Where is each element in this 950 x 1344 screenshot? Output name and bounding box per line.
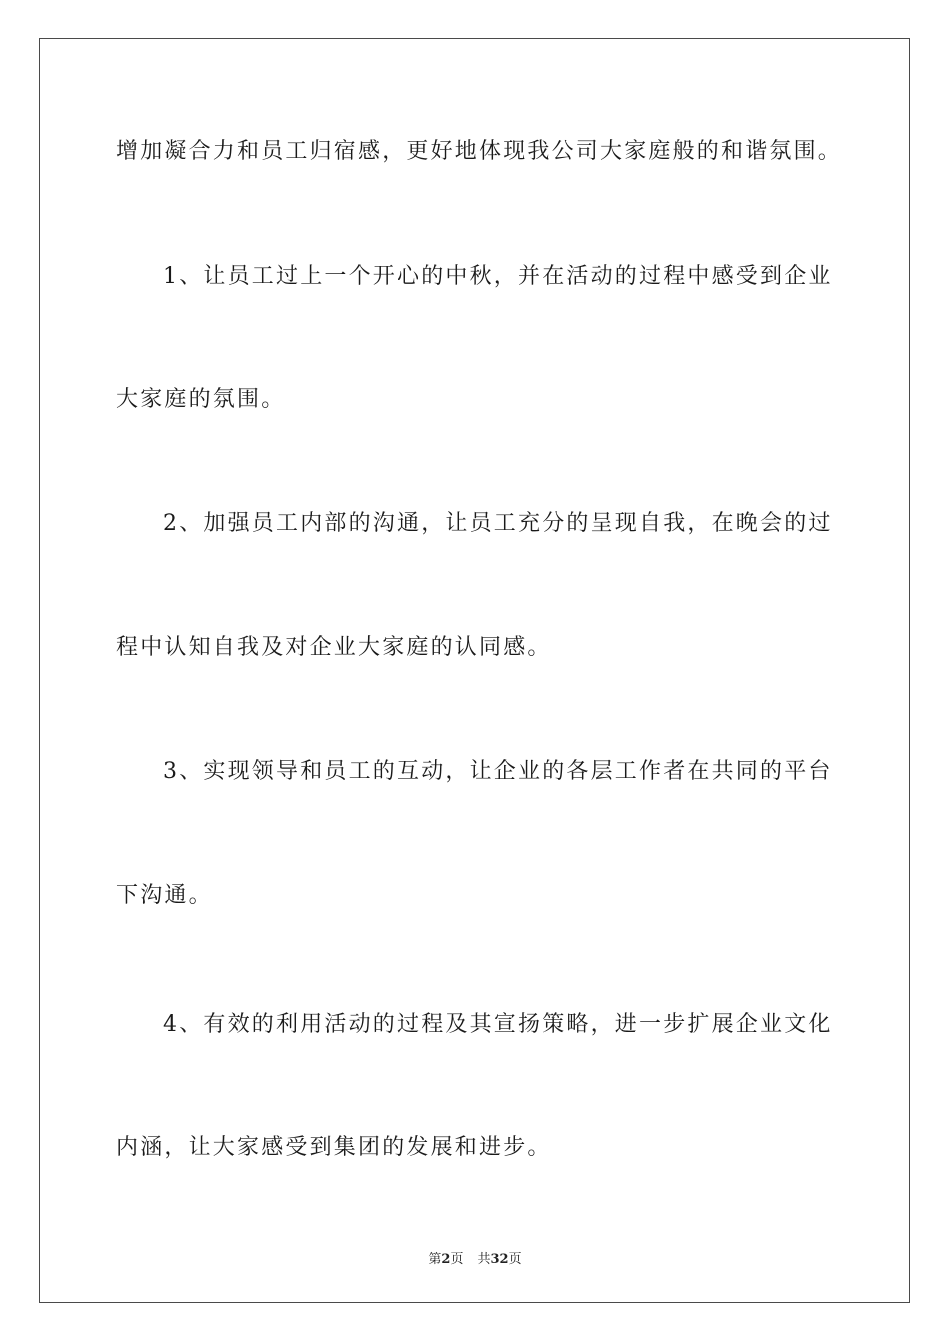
- page-suffix: 页: [450, 1252, 464, 1267]
- paragraph-line: 增加凝合力和员工归宿感，更好地体现我公司大家庭般的和谐氛围。: [116, 139, 843, 164]
- paragraph-line: 2、加强员工内部的沟通，让员工充分的呈现自我，在晚会的过: [163, 511, 833, 536]
- paragraph-line: 下沟通。: [116, 883, 213, 908]
- paragraph-line: 程中认知自我及对企业大家庭的认同感。: [116, 635, 552, 660]
- total-pages: 32: [490, 1252, 509, 1267]
- paragraph-line: 3、实现领导和员工的互动，让企业的各层工作者在共同的平台: [163, 759, 833, 784]
- paragraph-line: 内涵，让大家感受到集团的发展和进步。: [116, 1135, 552, 1160]
- page-number: 2: [441, 1252, 451, 1267]
- paragraph-line: 4、有效的利用活动的过程及其宣扬策略，进一步扩展企业文化: [163, 1012, 833, 1037]
- paragraph-line: 大家庭的氛围。: [116, 387, 286, 412]
- page-frame: [39, 38, 910, 1303]
- total-prefix: 共: [477, 1252, 491, 1267]
- page-footer: [0, 1248, 950, 1267]
- page-prefix: 第: [428, 1252, 442, 1267]
- paragraph-line: 1、让员工过上一个开心的中秋，并在活动的过程中感受到企业: [163, 264, 833, 289]
- total-suffix: 页: [508, 1252, 522, 1267]
